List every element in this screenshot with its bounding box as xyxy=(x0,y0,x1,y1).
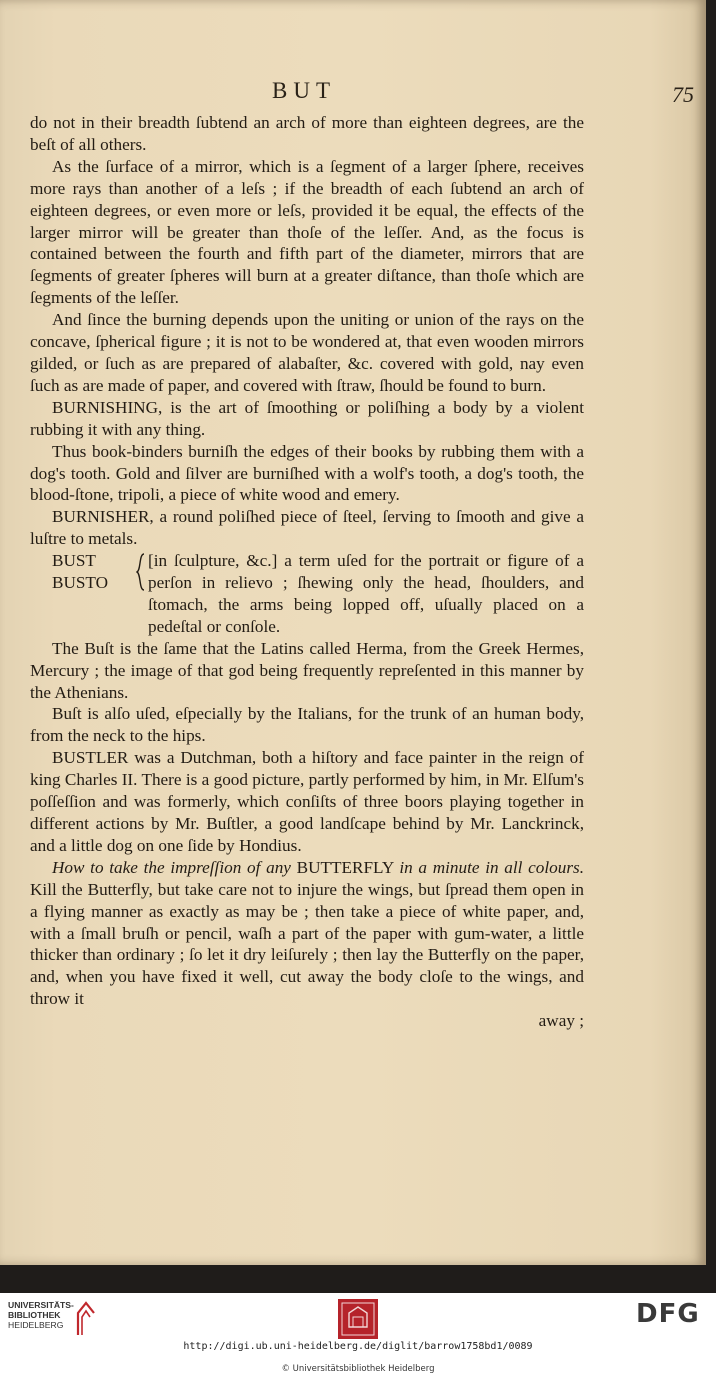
bust-entry xyxy=(30,550,584,638)
seal-icon[interactable] xyxy=(333,1299,383,1339)
headword-bust: BUST xyxy=(52,551,96,571)
paragraph: As the ſurface of a mirror, which is a ſegment of a larger ſphere, receives more rays than another of a leſs ; if the breadth of each ſubtend an arch of eighteen degrees, or even more or leſs, provided it be equal, the effects of the larger mirror will be greater than thoſe of the leſſer. And, as the focus is contained between the fourth and fifth part of the diameter, mirrors that are ſegments of greater ſpheres will burn at a greater diſtance, than thoſe which are ſegments of the leſſer. xyxy=(30,156,584,308)
bust-definition: [in ſculpture, &c.] a term uſed for the portrait or figure of a perſon in relievo ; ſhewing only the head, ſhoulders, and ſtomach, the arms being lopped off, uſually placed on a pedeſtal or conſole. xyxy=(148,551,584,636)
paragraph: do not in their breadth ſubtend an arch of more than eighteen degrees, are the beſt of all others. xyxy=(30,113,584,154)
library-line-2: BIBLIOTHEK xyxy=(8,1309,61,1320)
butterfly-heading-italic: How to take the impreſſion of any xyxy=(52,857,291,877)
brace-icon xyxy=(134,550,148,638)
butterfly-heading-italic-2: in a minute in all colours. xyxy=(399,857,585,877)
library-line-3: HEIDELBERG xyxy=(8,1319,64,1330)
footer-bar xyxy=(0,1293,716,1381)
paragraph: And ſince the burning depends upon the uniting or union of the rays on the concave, ſpherical figure ; it is not to be wondered at, that even wooden mirrors gilded, or ſuch as are prepared of alabaſter, &c. covered with gold, nay even ſuch as are made of paper, and covered with ſtraw, ſhould be found to burn. xyxy=(30,310,584,395)
butterfly-text: Kill the Butterfly, but take care not to injure the wings, but ſpread them open in a flying manner as exactly as may be ; then take a piece of white paper, and, with a ſmall bruſh or pencil, waſh a part of the paper with gum-water, a little thicker than ordinary ; ſo let it dry leiſurely ; then lay the Butterfly on the paper, and, when you have fixed it well, cut away the body cloſe to the wings, and throw it xyxy=(30,879,584,1009)
headword-busto: BUSTO xyxy=(52,573,109,593)
paragraph: BUSTLER was a Dutchman, both a hiſtory and face painter in the reign of king Charles II. There is a good picture, partly performed by him, in Mr. Elſum's poſſeſſion and was formerly, which conſiſts of three boors playing together in different actions by Mr. Buſtler, a good landſcape behind by Mr. Lanckrinck, and a little dog on one ſide by Hondius. xyxy=(30,748,584,855)
permalink[interactable]: http://digi.ub.uni-heidelberg.de/diglit/barrow1758bd1/0089 xyxy=(183,1341,533,1352)
running-head: BUT xyxy=(272,78,336,103)
butterfly-heading-caps: BUTTERFLY xyxy=(296,857,394,877)
paragraph: The Buſt is the ſame that the Latins called Herma, from the Greek Hermes, Mercury ; the image of that god being frequently repreſented in this manner by the Athenians. xyxy=(30,638,584,702)
page-number: 75 xyxy=(672,82,694,107)
paragraph: BURNISHING, is the art of ſmoothing or poliſhing a body by a violent rubbing it with any thing. xyxy=(30,397,584,439)
dfg-logo[interactable]: DFG xyxy=(636,1299,700,1329)
library-logo[interactable] xyxy=(8,1299,102,1339)
library-name xyxy=(8,1301,74,1330)
body-text xyxy=(30,112,584,1032)
paragraph: Buſt is alſo uſed, eſpecially by the Italians, for the trunk of an human body, from the neck to the hips. xyxy=(30,704,584,746)
library-line-1: UNIVERSITÄTS- xyxy=(8,1300,74,1310)
page-header xyxy=(30,78,694,110)
copyright-notice: © Universitätsbibliothek Heidelberg xyxy=(281,1364,435,1374)
bust-headwords xyxy=(30,550,134,638)
catchword: away ; xyxy=(538,1011,584,1031)
library-mark-icon xyxy=(72,1299,100,1337)
paragraph: Thus book-binders burniſh the edges of their books by rubbing them with a dog's tooth. Gold and ſilver are burniſhed with a wolf's tooth, a dog's tooth, the blood-ſtone, tripoli, a piece of white wood and emery. xyxy=(30,441,584,505)
butterfly-paragraph xyxy=(30,857,584,1010)
paragraph: BURNISHER, a round poliſhed piece of ſteel, ſerving to ſmooth and give a luſtre to metals. xyxy=(30,507,584,549)
